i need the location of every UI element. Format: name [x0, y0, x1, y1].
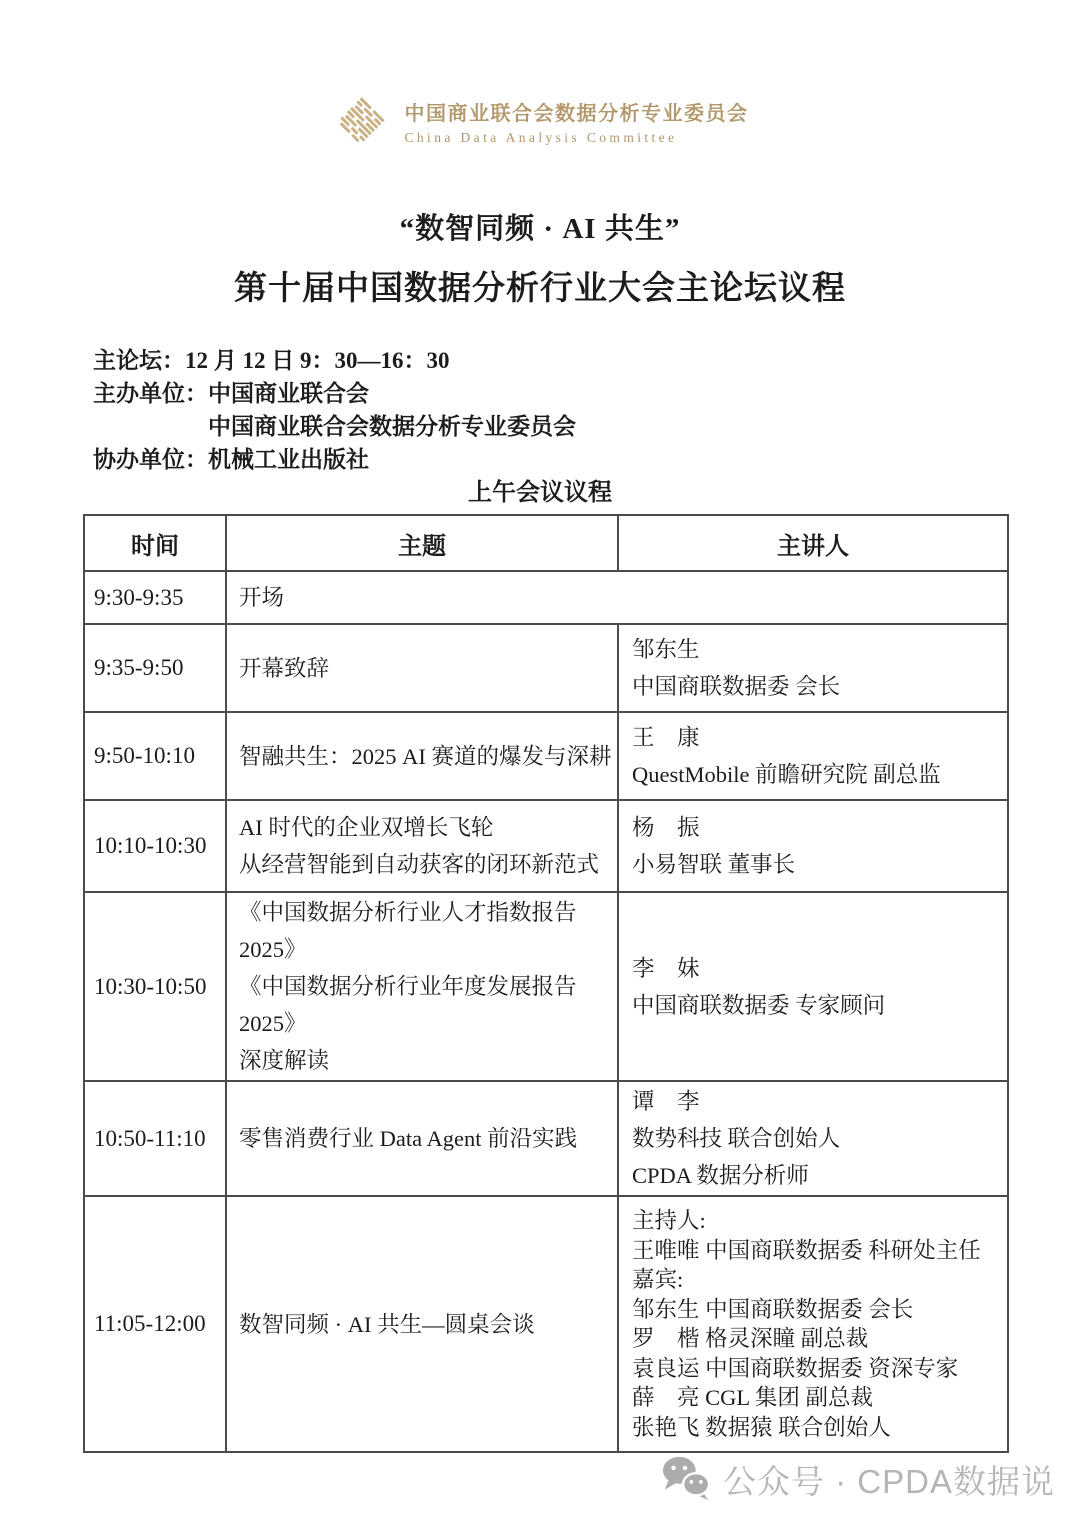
logo-org-name-en: China Data Analysis Committee: [404, 129, 678, 145]
meta-label: 主办单位：: [93, 381, 208, 406]
speaker-cell: 邹东生 中国商联数据委 会长: [618, 624, 1008, 712]
table-row: [84, 1196, 1008, 1452]
topic-cell: 《中国数据分析行业人才指数报告 2025》 《中国数据分析行业年度发展报告 2025》 深度解读: [226, 892, 618, 1081]
column-header: 主题: [226, 515, 618, 571]
speaker-cell: 谭 李 数势科技 联合创始人 CPDA 数据分析师: [618, 1081, 1008, 1196]
logo-text: [405, 97, 749, 146]
logo-header: [0, 92, 1080, 150]
time-cell: 9:30-9:35: [84, 571, 226, 624]
topic-cell: 零售消费行业 Data Agent 前沿实践: [226, 1081, 618, 1196]
document-title-main: 第十届中国数据分析行业大会主论坛议程: [234, 271, 846, 307]
meta-row: [93, 344, 576, 377]
meta-value: 中国商业联合会数据分析专业委员会: [208, 414, 576, 439]
table-header-row: [84, 515, 1008, 571]
table-row: [84, 892, 1008, 1081]
speaker-cell: 李 妹 中国商联数据委 专家顾问: [618, 892, 1008, 1081]
agenda-table-body: [84, 571, 1008, 1452]
time-cell: 9:50-10:10: [84, 712, 226, 800]
time-cell: 11:05-12:00: [84, 1196, 226, 1452]
watermark-text: 公众号 · CPDA数据说: [722, 1462, 1055, 1500]
time-cell: 9:35-9:50: [84, 624, 226, 712]
agenda-table: [83, 514, 1009, 1453]
time-cell: 10:10-10:30: [84, 800, 226, 892]
cda-seal-icon: [332, 92, 390, 150]
meta-value: 12 月 12 日 9：30—16：30: [185, 348, 450, 373]
table-row: [84, 712, 1008, 800]
table-row: [84, 624, 1008, 712]
section-title-morning-agenda: 上午会议议程: [468, 480, 612, 506]
column-header: 时间: [84, 515, 226, 571]
meta-label: 主论坛：: [93, 348, 185, 373]
column-header: 主讲人: [618, 515, 1008, 571]
topic-cell: AI 时代的企业双增长飞轮 从经营智能到自动获客的闭环新范式: [226, 800, 618, 892]
wechat-icon: [661, 1454, 711, 1504]
topic-cell: 开幕致辞: [226, 624, 618, 712]
meta-value: 机械工业出版社: [208, 447, 369, 472]
document-title-slogan: “数智同频 · AI 共生”: [399, 213, 681, 245]
table-row: [84, 571, 1008, 624]
meta-label: 协办单位：: [93, 447, 208, 472]
watermark: [661, 1454, 1055, 1504]
table-row: [84, 800, 1008, 892]
time-cell: 10:30-10:50: [84, 892, 226, 1081]
speaker-cell: 杨 振 小易智联 董事长: [618, 800, 1008, 892]
speaker-cell: 主持人: 王唯唯 中国商联数据委 科研处主任 嘉宾: 邹东生 中国商联数据委 会长 罗 楷 格灵深瞳 副总裁 袁良运 中国商联数据委 资深专家 薛 亮 CGL 集团 副总裁 张艳飞 数据猿 联合创始人: [618, 1196, 1008, 1452]
meta-row: [93, 410, 576, 443]
topic-cell: 数智同频 · AI 共生—圆桌会谈: [226, 1196, 618, 1452]
logo-org-name-cn: 中国商业联合会数据分析专业委员会: [404, 102, 749, 125]
topic-cell: 开场: [226, 571, 1008, 624]
meta-value: 中国商业联合会: [208, 381, 369, 406]
meta-row: [93, 377, 576, 410]
table-row: [84, 1081, 1008, 1196]
topic-cell: 智融共生：2025 AI 赛道的爆发与深耕: [226, 712, 618, 800]
meta-block: [93, 344, 576, 476]
speaker-cell: 王 康 QuestMobile 前瞻研究院 副总监: [618, 712, 1008, 800]
time-cell: 10:50-11:10: [84, 1081, 226, 1196]
